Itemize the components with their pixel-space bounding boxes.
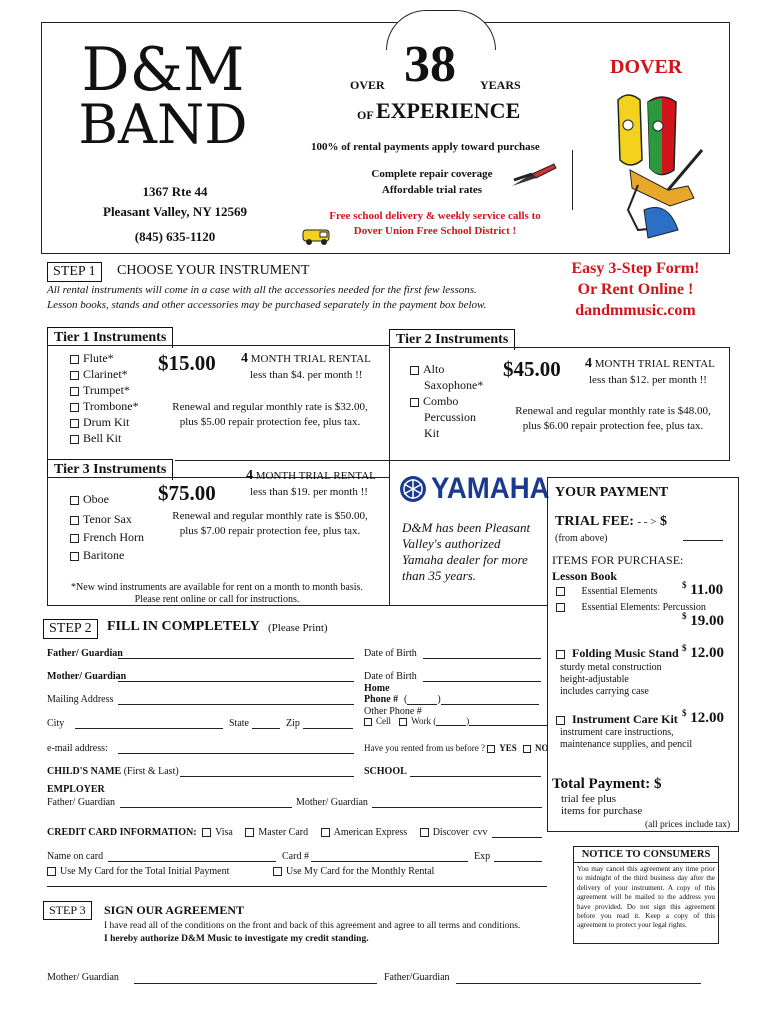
- zip-label: Zip: [286, 718, 300, 729]
- stand-desc-3: includes carrying case: [560, 686, 649, 697]
- checkbox[interactable]: [70, 534, 79, 543]
- yamaha-text-3: Yamaha dealer for more: [402, 552, 528, 567]
- stand-option[interactable]: [556, 646, 679, 661]
- tier1-renewal-2: plus $5.00 repair protection fee, plus tax.: [179, 416, 361, 428]
- city-input[interactable]: [75, 718, 223, 729]
- trial-fee-input[interactable]: [683, 540, 723, 541]
- rent-online-callout: [558, 258, 713, 321]
- ee-option[interactable]: [556, 586, 657, 597]
- cc-row: [47, 827, 469, 838]
- tier1-option[interactable]: [70, 414, 139, 430]
- tier3-renewal: [160, 509, 380, 539]
- ee-price: [682, 580, 723, 599]
- lesson-book-label: Lesson Book: [552, 569, 618, 583]
- cvv-label: cvv: [473, 827, 488, 838]
- total-sub-2: items for purchase: [561, 805, 643, 817]
- total-payment-label: [552, 776, 661, 793]
- checkbox[interactable]: [70, 552, 79, 561]
- phone-label: Phone #: [364, 694, 399, 705]
- mother-signature-label: Mother/ Guardian: [47, 972, 119, 983]
- mascot-illustration-icon: [608, 90, 708, 240]
- checkbox[interactable]: [523, 745, 531, 753]
- other-area-input[interactable]: [436, 716, 466, 726]
- tier2-trial: [585, 356, 715, 372]
- instrument-name: Flute*: [83, 351, 114, 365]
- tier2-renewal-2: plus $6.00 repair protection fee, plus tax.: [522, 420, 704, 432]
- payment-title: YOUR PAYMENT: [555, 485, 669, 500]
- tier1-option[interactable]: [70, 366, 139, 382]
- care-kit-label: Instrument Care Kit: [572, 712, 678, 726]
- child-input[interactable]: [180, 766, 354, 777]
- city-label: City: [47, 718, 65, 729]
- checkbox[interactable]: [70, 371, 79, 380]
- dollar-sign: $: [660, 514, 667, 529]
- checkbox[interactable]: [70, 516, 79, 525]
- instrument-name: Baritone: [83, 548, 125, 562]
- father-input[interactable]: [118, 648, 354, 659]
- checkbox[interactable]: [410, 366, 419, 375]
- step3-label: STEP 3: [43, 901, 92, 920]
- tier1-months: 4: [241, 351, 248, 366]
- dollar-sign: $: [682, 580, 687, 590]
- mastercard-option[interactable]: [245, 827, 308, 838]
- step3-title: SIGN OUR AGREEMENT: [104, 903, 245, 917]
- mailing-label: Mailing Address: [47, 694, 114, 705]
- home-phone-row: [364, 694, 398, 705]
- checkbox[interactable]: [420, 828, 429, 837]
- exp-input[interactable]: [494, 851, 542, 862]
- stand-label: Folding Music Stand: [572, 646, 679, 660]
- discover-label: Discover: [432, 827, 469, 838]
- checkbox[interactable]: [556, 716, 565, 725]
- mother-input[interactable]: [118, 671, 354, 682]
- employer-mother-label: Mother/ Guardian: [296, 797, 368, 808]
- logo: [58, 35, 268, 156]
- tier1-tab: Tier 1 Instruments: [47, 327, 173, 348]
- step2-title: FILL IN COMPLETELY: [107, 619, 260, 634]
- tier3-renewal-2: plus $7.00 repair protection fee, plus tax.: [179, 525, 361, 537]
- school-label: SCHOOL: [364, 766, 407, 777]
- visa-label: Visa: [215, 827, 233, 838]
- care-kit-price-value: 12.00: [690, 710, 724, 726]
- tier2-option-percussion[interactable]: [410, 393, 476, 441]
- tier3-option[interactable]: [70, 546, 144, 564]
- care-kit-option[interactable]: [556, 712, 678, 727]
- store-phone: (845) 635-1120: [134, 229, 216, 244]
- checkbox[interactable]: [70, 435, 79, 444]
- yes-label: YES: [499, 743, 517, 753]
- tier2-tab: Tier 2 Instruments: [389, 329, 515, 350]
- instrument-name: Alto: [423, 362, 445, 376]
- checkbox[interactable]: [47, 867, 56, 876]
- step1-note-2: Lesson books, stands and other accessories may be purchased separately in the payment box below.: [47, 299, 487, 311]
- checkbox[interactable]: [70, 387, 79, 396]
- instrument-name: Tenor Sax: [83, 512, 132, 526]
- tier3-price: $75.00: [158, 481, 216, 505]
- step2-label: STEP 2: [43, 619, 98, 639]
- rented-before-label: Have you rented from us before ?: [364, 743, 485, 753]
- instrument-name-2: Saxophone*: [424, 378, 484, 392]
- dollar-sign: $: [682, 643, 687, 653]
- checkbox[interactable]: [70, 496, 79, 505]
- yamaha-logo-icon: [398, 474, 428, 504]
- dob-label: Date of Birth: [364, 648, 417, 659]
- state-label: State: [229, 718, 249, 729]
- tier3-option[interactable]: [70, 490, 144, 508]
- ee-price-value: 11.00: [690, 582, 724, 598]
- use-monthly-option[interactable]: [273, 866, 434, 877]
- new-instrument-note: [52, 582, 382, 606]
- tier3-instrument-list: [70, 490, 144, 564]
- eep-price-value: 19.00: [690, 613, 724, 629]
- step3-authorize-text: I hereby authorize D&M Music to investigate my credit standing.: [104, 934, 369, 944]
- notice-body: You may cancel this agreement any time prior to midnight of the third business day after the delivery of your instrument. A copy of this agreement will be mailed to the address you have provided. Do not sign this agreement before you read it. Keep a copy of this agreement to protect your legal rights.: [577, 865, 715, 930]
- instrument-name: Oboe: [83, 492, 109, 506]
- step1-title: CHOOSE YOUR INSTRUMENT: [117, 263, 310, 278]
- tier2-renewal: [503, 404, 723, 434]
- home-label: Home: [364, 683, 390, 694]
- new-note-1: *New wind instruments are available for rent on a month to month basis.: [71, 582, 363, 593]
- tier3-monthly: less than $19. per month !!: [250, 486, 368, 498]
- father-label: Father/ Guardian: [47, 648, 123, 659]
- tier1-renewal-1: Renewal and regular monthly rate is $32.00,: [172, 401, 368, 413]
- cc-label: CREDIT CARD INFORMATION:: [47, 827, 197, 838]
- cell-label: Cell: [376, 716, 391, 726]
- website-link[interactable]: dandmmusic.com: [575, 302, 696, 319]
- yamaha-text-4: than 35 years.: [402, 568, 477, 583]
- delivery-line-1: Free school delivery & weekly service calls to: [329, 210, 541, 222]
- care-desc-1: instrument care instructions,: [560, 727, 674, 738]
- tier1-option[interactable]: [70, 398, 139, 414]
- mailing-input[interactable]: [118, 694, 354, 705]
- rented-before-row: [364, 743, 548, 753]
- years-number: 38: [404, 36, 456, 93]
- card-number-label: Card #: [282, 851, 309, 862]
- tier3-option[interactable]: [70, 528, 144, 546]
- father-dob-input[interactable]: [423, 648, 541, 659]
- logo-line-1: D&M: [81, 35, 245, 105]
- from-above: (from above): [555, 533, 608, 544]
- home-phone-input[interactable]: ( ): [404, 694, 539, 705]
- instrument-name: Trumpet*: [83, 383, 130, 397]
- experience-label: EXPERIENCE: [376, 98, 521, 123]
- child-row: [47, 766, 179, 777]
- arrow-text: - - >: [637, 516, 657, 528]
- total-text: Total Payment:: [552, 776, 651, 792]
- checkbox[interactable]: [321, 828, 330, 837]
- all-prices-note: (all prices include tax): [645, 820, 731, 830]
- total-payment-input[interactable]: [650, 782, 736, 822]
- stand-price: [682, 643, 724, 662]
- no-label: NO: [534, 743, 549, 753]
- tier1-monthly: less than $4. per month !!: [250, 369, 363, 381]
- delivery-line-2: Dover Union Free School District !: [353, 225, 517, 237]
- use-monthly-label: Use My Card for the Monthly Rental: [286, 866, 435, 877]
- tier3-months: 4: [246, 468, 253, 483]
- other-phone-label: Other Phone #: [364, 706, 422, 717]
- delivery-van-icon: [300, 226, 336, 248]
- tier1-option[interactable]: [70, 430, 139, 446]
- tier1-price: $15.00: [158, 351, 216, 375]
- rent-online-text: Or Rent Online !: [577, 281, 694, 298]
- tier1-renewal: [160, 400, 380, 430]
- tier1-option[interactable]: [70, 350, 139, 366]
- eep-label: Essential Elements: Percussion: [581, 602, 706, 613]
- work-option[interactable]: [399, 716, 431, 726]
- address-line-1: 1367 Rte 44: [142, 184, 208, 199]
- tier2-monthly: less than $12. per month !!: [589, 374, 707, 386]
- stand-desc-1: sturdy metal construction: [560, 662, 662, 673]
- other-phone-input[interactable]: [469, 716, 547, 726]
- mother-signature-input[interactable]: [134, 972, 377, 984]
- no-option[interactable]: [523, 743, 549, 753]
- tier3-trial-label: MONTH TRIAL RENTAL: [255, 470, 376, 482]
- checkbox[interactable]: [410, 398, 419, 407]
- phone-type-row: Cell Work ( ): [364, 716, 547, 726]
- cell-option[interactable]: [364, 716, 391, 726]
- step1-note-1: All rental instruments will come in a case with all the accessories needed for the first few lessons.: [47, 284, 477, 296]
- cvv-input[interactable]: [492, 827, 542, 838]
- of-label: OF: [357, 108, 374, 122]
- checkbox[interactable]: [556, 587, 565, 596]
- notice-box: [573, 846, 719, 944]
- stand-price-value: 12.00: [690, 645, 724, 661]
- yamaha-text-2: Valley's authorized: [402, 536, 501, 551]
- instrument-name: Trombone*: [83, 399, 139, 413]
- checkbox[interactable]: [556, 603, 565, 612]
- instrument-name-3: Kit: [424, 426, 440, 440]
- checkbox[interactable]: [70, 403, 79, 412]
- instrument-name: French Horn: [83, 530, 144, 544]
- logo-line-2: BAND: [78, 93, 248, 156]
- employer-label: EMPLOYER: [47, 784, 105, 795]
- father-row: [47, 648, 123, 659]
- yamaha-brand: YAMAHA: [431, 472, 550, 505]
- instrument-name: Bell Kit: [83, 431, 122, 445]
- instrument-name: Drum Kit: [83, 415, 130, 429]
- instrument-name: Combo: [423, 394, 459, 408]
- mastercard-label: Master Card: [258, 827, 309, 838]
- zip-input[interactable]: [303, 718, 353, 729]
- visa-option[interactable]: [202, 827, 233, 838]
- use-total-option[interactable]: [47, 866, 229, 877]
- stand-description: [560, 662, 662, 698]
- rental-apply: 100% of rental payments apply toward purchase: [311, 141, 540, 153]
- amex-label: American Express: [333, 827, 408, 838]
- checkbox[interactable]: [556, 650, 565, 659]
- amex-option[interactable]: [321, 827, 408, 838]
- tier3-option[interactable]: [70, 510, 144, 528]
- total-subtext: [561, 793, 642, 817]
- tier2-price: $45.00: [503, 357, 561, 381]
- store-address: [70, 182, 280, 247]
- step3-divider: [47, 886, 547, 887]
- new-note-2: Please rent online or call for instructions.: [134, 594, 300, 605]
- tier2-renewal-1: Renewal and regular monthly rate is $48.00,: [515, 405, 711, 417]
- please-print: (Please Print): [268, 622, 328, 634]
- yes-option[interactable]: [487, 743, 517, 753]
- father-signature-input[interactable]: [456, 972, 701, 984]
- total-sub-1: trial fee plus: [561, 793, 616, 805]
- yamaha-dealer-text: [402, 520, 530, 584]
- employer-father-input[interactable]: [120, 797, 292, 808]
- checkbox[interactable]: [245, 828, 254, 837]
- tier3-tab: Tier 3 Instruments: [47, 459, 173, 480]
- tier2-trial-label: MONTH TRIAL RENTAL: [594, 358, 715, 370]
- repair-coverage: Complete repair coverage: [371, 168, 493, 180]
- tier1-trial: [241, 351, 371, 367]
- name-on-card-label: Name on card: [47, 851, 104, 862]
- employer-father-label: Father/ Guardian: [47, 797, 116, 808]
- care-desc-2: maintenance supplies, and pencil: [560, 739, 693, 750]
- dob-label-2: Date of Birth: [364, 671, 417, 682]
- school-input[interactable]: [410, 766, 541, 777]
- instrument-name: Clarinet*: [83, 367, 128, 381]
- dollar-sign: $: [653, 776, 662, 792]
- easy-form-text: Easy 3-Step Form!: [571, 260, 700, 277]
- state-input[interactable]: [252, 718, 280, 729]
- instrument-name-2: Percussion: [424, 410, 476, 424]
- checkbox[interactable]: [364, 718, 372, 726]
- mother-dob-input[interactable]: [423, 671, 541, 682]
- items-label: ITEMS FOR PURCHASE:: [552, 553, 684, 567]
- father-signature-label: Father/Guardian: [384, 972, 450, 983]
- checkbox[interactable]: [202, 828, 211, 837]
- years-label: YEARS: [480, 78, 521, 92]
- eep-price: [682, 611, 724, 630]
- over-label: OVER: [350, 78, 385, 92]
- trial-fee-label: [555, 514, 667, 530]
- trial-fee-text: TRIAL FEE:: [555, 514, 634, 529]
- checkbox[interactable]: [70, 419, 79, 428]
- stand-desc-2: height-adjustable: [560, 674, 629, 685]
- step2-divider: [47, 605, 547, 606]
- tier3-trial: [246, 468, 376, 484]
- employer-mother-input[interactable]: [372, 797, 542, 808]
- care-kit-price: [682, 708, 724, 727]
- mother-label: Mother/ Guardian: [47, 671, 127, 682]
- exp-label: Exp: [474, 851, 491, 862]
- care-kit-description: [560, 727, 692, 751]
- address-line-2: Pleasant Valley, NY 12569: [103, 204, 247, 219]
- first-last-label: (First & Last): [123, 766, 179, 777]
- header-divider: [572, 150, 573, 210]
- discover-option[interactable]: [420, 827, 469, 838]
- tier1-option[interactable]: [70, 382, 139, 398]
- use-total-label: Use My Card for the Total Initial Payment: [60, 866, 230, 877]
- tier2-option-alto[interactable]: [410, 361, 483, 393]
- district-name: DOVER: [610, 56, 683, 78]
- dollar-sign: $: [682, 611, 687, 621]
- notice-title: NOTICE TO CONSUMERS: [574, 849, 718, 863]
- tier3-renewal-1: Renewal and regular monthly rate is $50.00,: [172, 510, 368, 522]
- dollar-sign: $: [682, 708, 687, 718]
- yamaha-text-1: D&M has been Pleasant: [402, 520, 531, 535]
- checkbox[interactable]: [273, 867, 282, 876]
- child-label: CHILD'S NAME: [47, 766, 122, 777]
- tier1-trial-label: MONTH TRIAL RENTAL: [250, 353, 371, 365]
- ee-label: Essential Elements: [581, 586, 658, 597]
- work-label: Work: [411, 716, 432, 726]
- email-input[interactable]: [118, 743, 354, 754]
- pliers-icon: [510, 160, 558, 190]
- step1-label: STEP 1: [47, 262, 102, 282]
- tier2-months: 4: [585, 356, 592, 371]
- step3-agreement-text: I have read all of the conditions on the front and back of this agreement and agree to all terms and conditions.: [104, 921, 521, 931]
- checkbox[interactable]: [70, 355, 79, 364]
- email-label: e-mail address:: [47, 743, 108, 754]
- trial-rates: Affordable trial rates: [381, 184, 483, 196]
- card-number-input[interactable]: [311, 851, 468, 862]
- name-on-card-input[interactable]: [108, 851, 276, 862]
- checkbox[interactable]: [399, 718, 407, 726]
- checkbox[interactable]: [487, 745, 495, 753]
- tier1-instrument-list: [70, 350, 139, 446]
